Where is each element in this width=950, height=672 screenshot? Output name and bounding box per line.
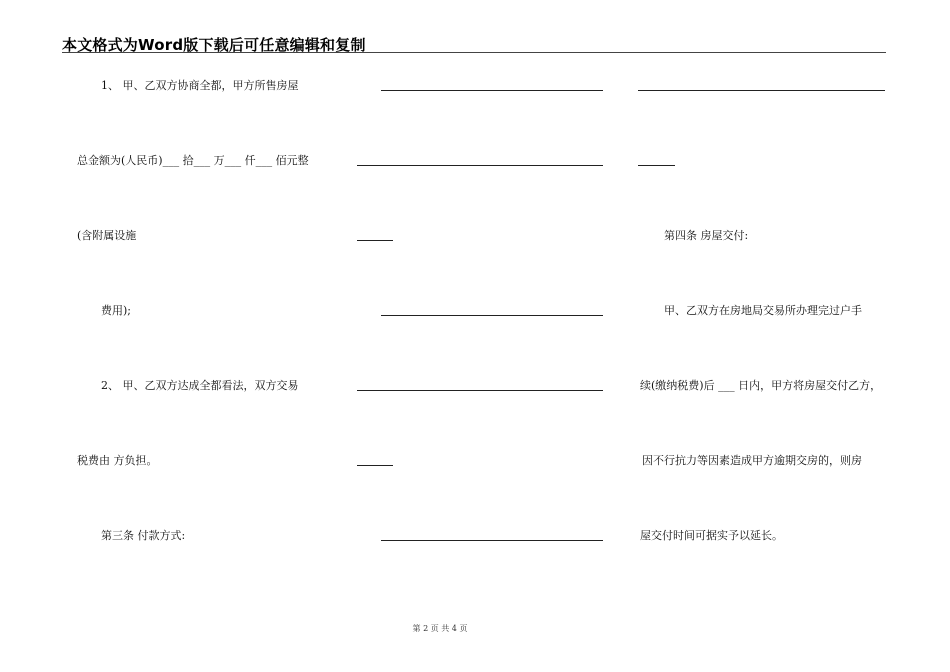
right-line-5: 屋交付时间可据实予以延长。 [640, 529, 783, 542]
left-line-1: 1、 甲、乙双方协商全都，甲方所售房屋 [101, 79, 299, 92]
left-line-5: 2、 甲、乙双方达成全都看法，双方交易 [101, 379, 299, 392]
left-line-4: 费用); [101, 304, 131, 317]
fill-in-line [638, 90, 885, 91]
fill-in-line [357, 165, 603, 166]
right-line-1: 第四条 房屋交付: [664, 229, 749, 242]
page-number: 第 2 页 共 4 页 [412, 624, 468, 633]
fill-in-line [381, 540, 603, 541]
fill-in-line [357, 390, 603, 391]
page-header-title: 本文格式为Word版下载后可任意编辑和复制 [62, 36, 366, 54]
fill-in-line-short [357, 465, 393, 466]
left-line-2: 总金额为(人民币)___ 拾___ 万___ 仟___ 佰元整 [77, 154, 309, 167]
header-divider [62, 52, 886, 53]
right-line-3: 续(缴纳税费)后 ___ 日内，甲方将房屋交付乙方， [640, 379, 882, 392]
right-line-4: 因不行抗力等因素造成甲方逾期交房的，则房 [642, 454, 862, 467]
left-line-6: 税费由 方负担。 [77, 454, 158, 467]
left-line-7: 第三条 付款方式: [101, 529, 186, 542]
left-line-3: (含附属设施 [77, 229, 137, 242]
right-line-2: 甲、乙双方在房地局交易所办理完过户手 [664, 304, 862, 317]
fill-in-line-short [638, 165, 675, 166]
fill-in-line [381, 315, 603, 316]
fill-in-line [381, 90, 603, 91]
fill-in-line-short [357, 240, 393, 241]
